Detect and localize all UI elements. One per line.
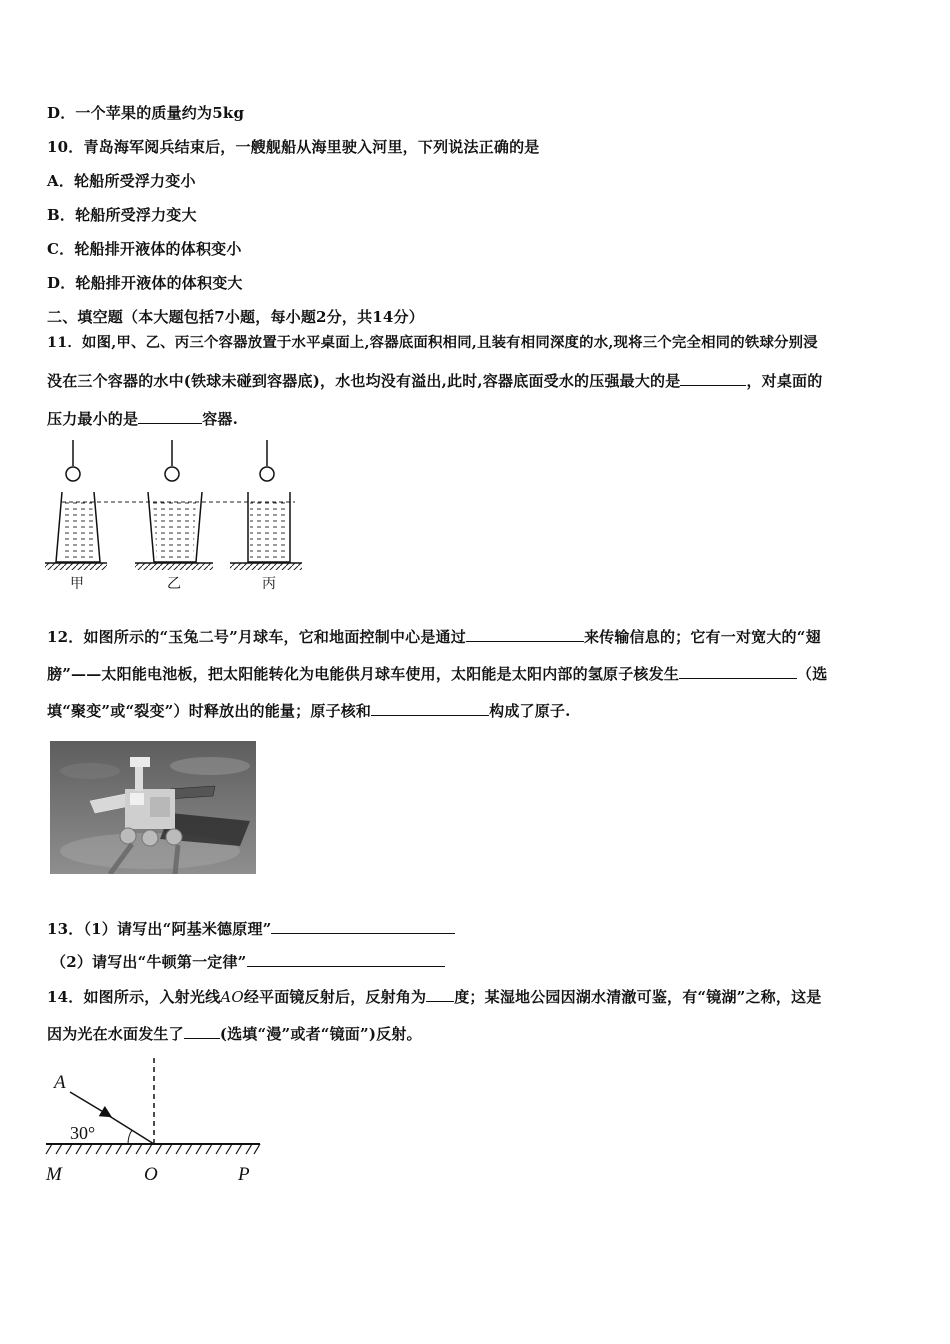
question-11-line-2 [47, 370, 822, 392]
option-d-q9: D．一个苹果的质量约为5kg [47, 104, 245, 122]
reflection-diagram [40, 1058, 270, 1186]
answer-blank[interactable] [466, 626, 584, 642]
answer-blank[interactable] [371, 700, 489, 716]
answer-blank[interactable] [247, 951, 445, 967]
q14-text-c: 度；某湿地公园因湖水清澈可鉴，有“镜湖”之称，这是 [454, 988, 822, 1006]
water-jia [61, 502, 96, 562]
q11-text-d: 容器. [202, 410, 239, 428]
q14-text-a: 14．如图所示，入射光线 [47, 988, 221, 1006]
answer-blank[interactable] [138, 408, 202, 424]
q12-text-e: 填“聚变”或“裂变”）时释放出的能量；原子核和 [47, 702, 372, 720]
question-14-line-1 [47, 986, 821, 1008]
label-o: O [144, 1164, 158, 1185]
containers-figure [40, 440, 310, 595]
question-12-line-3 [47, 700, 571, 722]
incident-ray [70, 1092, 110, 1116]
answer-blank[interactable] [184, 1023, 220, 1039]
answer-blank[interactable] [426, 986, 454, 1002]
label-m: M [46, 1164, 62, 1185]
q11-text-a: 没在三个容器的水中(铁球未碰到容器底)，水也均没有溢出,此时,容器底面受水的压强最大的是 [47, 372, 681, 390]
label-a: A [54, 1072, 66, 1093]
water-yi [153, 502, 196, 562]
label-yi: 乙 [167, 576, 181, 592]
water-bing [250, 502, 288, 562]
q14-text-e: (选填“漫”或者“镜面”)反射。 [219, 1025, 422, 1043]
label-jia: 甲 [70, 576, 84, 592]
question-14-line-2 [47, 1023, 422, 1045]
q12-text-d: （选 [797, 665, 828, 683]
section-heading-fill-blank: 二、填空题（本大题包括7小题，每小题2分，共14分） [47, 308, 424, 326]
iron-ball-2 [165, 440, 179, 481]
q12-text-f: 构成了原子. [489, 702, 571, 720]
table-surface [45, 563, 302, 570]
question-11-line-3 [47, 408, 238, 430]
label-p: P [238, 1164, 250, 1185]
question-12-line-1 [47, 626, 821, 648]
option-b-q10: B．轮船所受浮力变大 [47, 206, 197, 224]
q14-ray-ao: AO [220, 988, 244, 1006]
question-10: 10．青岛海军阅兵结束后，一艘舰船从海里驶入河里，下列说法正确的是 [47, 138, 540, 156]
option-c-q10: C．轮船排开液体的体积变小 [47, 240, 242, 258]
answer-blank[interactable] [680, 370, 746, 386]
answer-blank[interactable] [271, 918, 455, 934]
option-a-q10: A．轮船所受浮力变小 [47, 172, 196, 190]
question-12-line-2 [47, 663, 827, 685]
option-d-q10: D．轮船排开液体的体积变大 [47, 274, 243, 292]
q12-text-c: 膀”——太阳能电池板，把太阳能转化为电能供月球车使用，太阳能是太阳内部的氢原子核发生 [47, 665, 680, 683]
q11-text-b: ，对桌面的 [746, 372, 823, 390]
iron-ball-3 [260, 440, 274, 481]
q12-text-a: 12．如图所示的“玉兔二号”月球车，它和地面控制中心是通过 [47, 628, 466, 646]
incident-ray-tail [106, 1114, 154, 1144]
q12-text-b: 来传输信息的；它有一对宽大的“翅 [583, 628, 821, 646]
q11-text-c: 压力最小的是 [47, 410, 139, 428]
q14-text-d: 因为光在水面发生了 [47, 1025, 184, 1043]
angle-arc [128, 1130, 132, 1144]
lunar-rover-photo [50, 741, 256, 874]
question-11-line-1: 11．如图,甲、乙、丙三个容器放置于水平桌面上,容器底面积相同,且装有相同深度的水,现将三个完全相同的铁球分别浸 [47, 334, 818, 351]
q13-text-a: 13．（1）请写出“阿基米德原理” [47, 920, 272, 938]
answer-blank[interactable] [679, 663, 797, 679]
label-angle: 30° [70, 1123, 96, 1143]
mirror-hatching [46, 1144, 260, 1154]
iron-ball-1 [66, 440, 80, 481]
label-bing: 丙 [262, 576, 276, 592]
q14-text-b: 经平面镜反射后，反射角为 [243, 988, 427, 1006]
question-13-line-1 [47, 918, 455, 940]
q13-text-b: （2）请写出“牛顿第一定律” [51, 953, 247, 971]
question-13-line-2 [51, 951, 445, 973]
